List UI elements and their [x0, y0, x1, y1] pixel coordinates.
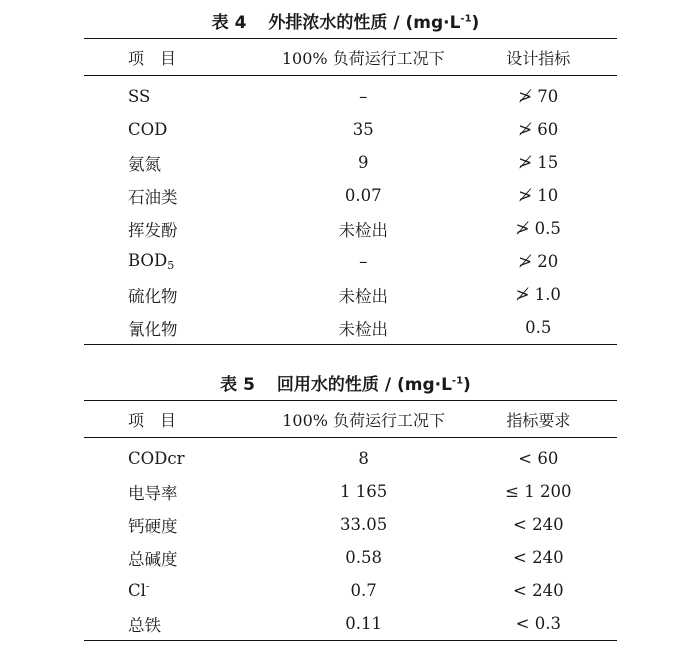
cell-spec: ≤ 1 200 — [505, 482, 572, 501]
cell-value: 9 — [358, 153, 369, 172]
cell-item: 氨氮 — [128, 154, 161, 174]
cell-spec: < 240 — [513, 515, 564, 534]
table5-title-sup: -1 — [451, 375, 464, 387]
table-row — [84, 113, 617, 146]
table-row — [84, 574, 617, 607]
cell-spec: ≯ 10 — [518, 186, 559, 205]
table4-title: 外排浓水的性质 / (mg·L — [268, 13, 461, 33]
cell-spec: ≯ 20 — [518, 252, 559, 271]
cell-item: 电导率 — [128, 483, 178, 503]
table4-number: 表 4 — [211, 13, 247, 33]
cell-item-text: BOD — [128, 251, 168, 270]
cell-value: – — [359, 252, 368, 271]
table4-title-sup: -1 — [460, 13, 472, 25]
cell-item: COD — [128, 120, 168, 139]
cell-spec: < 240 — [513, 548, 564, 567]
table-row — [84, 245, 617, 278]
cell-item: 石油类 — [128, 187, 178, 207]
table4-caption — [0, 8, 691, 33]
cell-item: CODcr — [128, 449, 185, 468]
cell-spec: ≯ 15 — [518, 153, 559, 172]
cell-value: 35 — [352, 120, 374, 139]
table-row — [84, 508, 617, 541]
cell-spec: < 60 — [518, 449, 559, 468]
table-row — [84, 438, 617, 476]
table5-caption — [0, 370, 691, 395]
cell-item: 硫化物 — [128, 286, 178, 306]
cell-spec: ≯ 1.0 — [515, 285, 561, 304]
table4-header-item: 项 目 — [84, 39, 267, 76]
table4-header-value: 100% 负荷运行工况下 — [267, 39, 460, 76]
table-row — [84, 179, 617, 212]
cell-item-text: Cl — [128, 581, 146, 600]
cell-item — [84, 574, 268, 607]
table4-title-end: ) — [471, 13, 480, 33]
cell-item: 钙硬度 — [128, 516, 178, 536]
cell-item-sup: - — [145, 581, 150, 593]
table-row — [84, 541, 617, 574]
table4-header-row — [84, 39, 617, 76]
cell-item: 挥发酚 — [128, 220, 178, 240]
cell-value: – — [359, 87, 368, 106]
table5-header-value: 100% 负荷运行工况下 — [268, 401, 460, 438]
cell-item-sub: 5 — [167, 259, 175, 272]
cell-spec: 0.5 — [460, 311, 617, 345]
cell-value: 0.07 — [344, 186, 382, 205]
cell-value: 0.11 — [268, 607, 460, 641]
table-row — [84, 76, 617, 114]
cell-spec: ≯ 60 — [518, 120, 559, 139]
table-row — [84, 607, 617, 641]
table5-header-row — [84, 401, 617, 438]
table-row — [84, 278, 617, 311]
cell-value: 1 165 — [340, 482, 388, 501]
table5 — [84, 400, 617, 641]
table4 — [84, 38, 617, 345]
cell-item — [84, 245, 267, 278]
cell-spec: ≯ 0.5 — [515, 219, 561, 238]
table-row — [84, 475, 617, 508]
cell-item: 总碱度 — [128, 549, 178, 569]
table-row — [84, 146, 617, 179]
table5-title-end: ) — [463, 375, 471, 395]
cell-item: 总铁 — [84, 607, 268, 641]
cell-spec: < 240 — [513, 581, 564, 600]
cell-value: 8 — [358, 449, 369, 468]
table5-header-spec: 指标要求 — [460, 401, 617, 438]
cell-value: 0.7 — [350, 581, 377, 600]
table4-header-spec: 设计指标 — [460, 39, 617, 76]
cell-value: 未检出 — [267, 311, 460, 345]
cell-spec: ≯ 70 — [518, 87, 559, 106]
cell-value: 0.58 — [345, 548, 383, 567]
table-row — [84, 212, 617, 245]
cell-spec: < 0.3 — [460, 607, 617, 641]
table5-header-item: 项 目 — [84, 401, 268, 438]
cell-value: 未检出 — [338, 286, 389, 306]
cell-item: SS — [128, 87, 151, 106]
table5-number: 表 5 — [220, 375, 255, 395]
cell-item: 氰化物 — [84, 311, 267, 345]
table-row — [84, 311, 617, 345]
cell-value: 33.05 — [340, 515, 388, 534]
table5-title: 回用水的性质 / (mg·L — [276, 375, 452, 395]
cell-value: 未检出 — [338, 220, 389, 240]
